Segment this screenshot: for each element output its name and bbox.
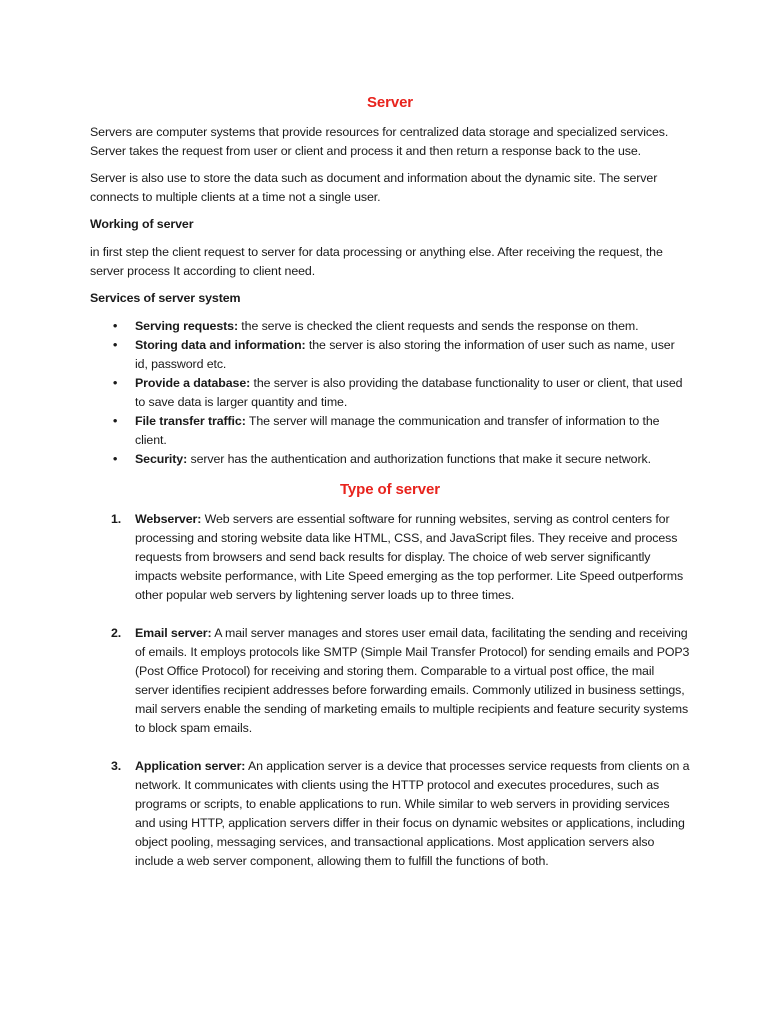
type-term: Application server: xyxy=(135,759,246,773)
services-list xyxy=(90,317,690,469)
bullet-icon: • xyxy=(113,414,118,428)
type-term: Email server: xyxy=(135,626,212,640)
list-item xyxy=(90,336,690,374)
item-number: 3. xyxy=(111,759,122,773)
service-term: Serving requests: xyxy=(135,319,238,333)
list-item xyxy=(90,412,690,450)
service-text: the serve is checked the client requests and sends the response on them. xyxy=(237,319,639,333)
list-item xyxy=(90,510,690,605)
type-text: A mail server manages and stores user email data, facilitating the sending and receiving of emails. It employs protocols like SMTP (Simple Mail Transfer Protocol) for sending emails and POP3 (Post Office Protocol) for receiving and storing them. Comparable to a virtual post office, the mail server identifies recipient addresses before forwarding emails. Commonly utilized in business settings, mail servers enable the sending of marketing emails to multiple recipients and feature security systems to block spam emails. xyxy=(135,626,690,735)
intro-paragraph-2: Server is also use to store the data such as document and information about the dynamic site. The server connects to multiple clients at a time not a single user. xyxy=(90,171,658,204)
bullet-icon: • xyxy=(113,338,118,352)
service-term: File transfer traffic: xyxy=(135,414,246,428)
bullet-icon: • xyxy=(113,319,118,333)
bullet-icon: • xyxy=(113,376,118,390)
service-text: the server is also providing the database functionality to user or client, that used to save data is larger quantity and time. xyxy=(135,376,683,409)
service-text: server has the authentication and authorization functions that make it secure network. xyxy=(187,452,651,466)
working-paragraph: in first step the client request to server for data processing or anything else. After receiving the request, the server process It according to client need. xyxy=(90,245,663,278)
service-term: Storing data and information: xyxy=(135,338,306,352)
list-item xyxy=(90,374,690,412)
types-list xyxy=(90,510,690,871)
document-page xyxy=(90,92,690,890)
list-item xyxy=(90,757,690,871)
list-item xyxy=(90,317,690,336)
item-number: 2. xyxy=(111,626,122,640)
page-title: Server xyxy=(366,94,414,111)
service-term: Provide a database: xyxy=(135,376,251,390)
list-item xyxy=(90,624,690,738)
bullet-icon: • xyxy=(113,452,118,466)
intro-paragraph-1: Servers are computer systems that provide resources for centralized data storage and specialized services. Server takes the request from user or client and process it and then return a response back to the use. xyxy=(90,125,669,158)
service-text: the server is also storing the information of user such as name, user id, password etc. xyxy=(135,338,675,371)
working-heading: Working of server xyxy=(90,217,194,231)
type-text: Web servers are essential software for running websites, serving as control centers for processing and storing website data like HTML, CSS, and JavaScript files. They receive and process requests from browsers and send back results for display. The choice of web server significantly impacts website performance, with Lite Speed emerging as the top performer. Lite Speed outperforms other popular web servers by lightening server loads up to three times. xyxy=(135,512,684,602)
service-text: The server will manage the communication and transfer of information to the client. xyxy=(135,414,660,447)
services-heading: Services of server system xyxy=(90,291,241,305)
type-text: An application server is a device that processes service requests from clients on a network. It communicates with clients using the HTTP protocol and executes procedures, such as programs or scripts, to enable applications to run. While similar to web servers in providing services and using HTTP, application servers differ in their focus on dynamic websites or applications, including object pooling, messaging services, and transactional applications. Most application servers also include a web server component, allowing them to fulfill the functions of both. xyxy=(135,759,690,868)
type-term: Webserver: xyxy=(135,512,202,526)
types-heading: Type of server xyxy=(339,481,441,498)
item-number: 1. xyxy=(111,512,122,526)
service-term: Security: xyxy=(135,452,188,466)
list-item xyxy=(90,450,690,469)
